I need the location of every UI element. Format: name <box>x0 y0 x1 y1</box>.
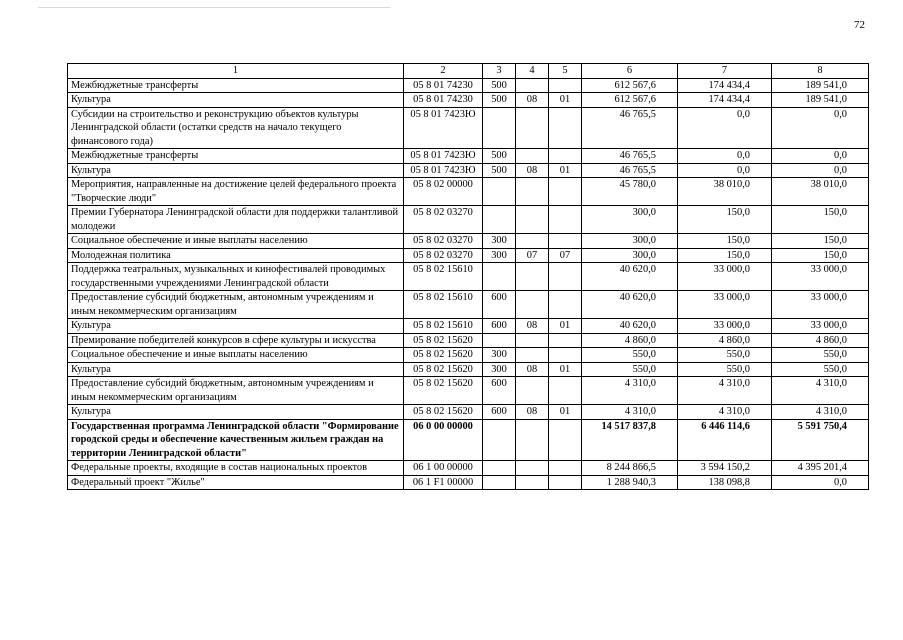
table-row <box>68 319 869 334</box>
row-subsection-cell <box>549 475 582 490</box>
row-amount-year2-cell: 550,0 <box>678 348 772 363</box>
page-number: 72 <box>854 19 865 31</box>
row-code-cell: 05 8 02 03270 <box>404 206 483 234</box>
row-amount-year3-cell: 4 310,0 <box>772 405 869 420</box>
row-name-cell: Государственная программа Ленинградской области "Формирование городской среды и обеспечение качественным жильем граждан на территории Ленинградской области" <box>68 419 404 461</box>
row-name-cell: Культура <box>68 93 404 108</box>
row-name-cell: Мероприятия, направленные на достижение целей федерального проекта "Творческие люди" <box>68 178 404 206</box>
header-cell: 2 <box>404 64 483 79</box>
row-vr-cell: 300 <box>483 348 516 363</box>
row-name-cell: Межбюджетные трансферты <box>68 149 404 164</box>
row-amount-year2-cell: 33 000,0 <box>678 263 772 291</box>
row-amount-year2-cell: 0,0 <box>678 149 772 164</box>
row-amount-year3-cell: 189 541,0 <box>772 78 869 93</box>
row-amount-year3-cell: 0,0 <box>772 149 869 164</box>
row-amount-year3-cell: 150,0 <box>772 248 869 263</box>
row-amount-year1-cell: 550,0 <box>582 362 678 377</box>
row-code-cell: 05 8 02 15610 <box>404 319 483 334</box>
table-row <box>68 348 869 363</box>
row-section-cell <box>516 234 549 249</box>
row-section-cell <box>516 178 549 206</box>
row-subsection-cell: 01 <box>549 405 582 420</box>
row-vr-cell: 300 <box>483 362 516 377</box>
row-amount-year1-cell: 14 517 837,8 <box>582 419 678 461</box>
table-row <box>68 419 869 461</box>
row-code-cell: 05 8 02 15620 <box>404 377 483 405</box>
row-subsection-cell <box>549 107 582 149</box>
row-amount-year1-cell: 1 288 940,3 <box>582 475 678 490</box>
row-amount-year2-cell: 150,0 <box>678 206 772 234</box>
row-vr-cell: 500 <box>483 149 516 164</box>
row-name-cell: Федеральные проекты, входящие в состав национальных проектов <box>68 461 404 476</box>
row-name-cell: Предоставление субсидий бюджетным, автономным учреждениям и иным некоммерческим организациям <box>68 291 404 319</box>
row-amount-year1-cell: 45 780,0 <box>582 178 678 206</box>
row-amount-year3-cell: 33 000,0 <box>772 291 869 319</box>
row-amount-year3-cell: 4 310,0 <box>772 377 869 405</box>
row-subsection-cell: 01 <box>549 362 582 377</box>
row-vr-cell <box>483 107 516 149</box>
table-row <box>68 362 869 377</box>
header-cell: 3 <box>483 64 516 79</box>
header-cell: 4 <box>516 64 549 79</box>
header-cell: 5 <box>549 64 582 79</box>
row-code-cell: 05 8 02 15620 <box>404 405 483 420</box>
row-amount-year1-cell: 300,0 <box>582 234 678 249</box>
row-amount-year3-cell: 150,0 <box>772 234 869 249</box>
row-code-cell: 06 1 00 00000 <box>404 461 483 476</box>
row-amount-year1-cell: 300,0 <box>582 206 678 234</box>
row-amount-year3-cell: 0,0 <box>772 475 869 490</box>
row-subsection-cell <box>549 263 582 291</box>
row-vr-cell: 600 <box>483 319 516 334</box>
row-vr-cell: 500 <box>483 163 516 178</box>
row-vr-cell: 500 <box>483 93 516 108</box>
row-amount-year2-cell: 150,0 <box>678 234 772 249</box>
row-vr-cell <box>483 206 516 234</box>
row-vr-cell <box>483 419 516 461</box>
table-row <box>68 475 869 490</box>
row-section-cell <box>516 78 549 93</box>
row-code-cell: 05 8 01 7423Ю <box>404 107 483 149</box>
table-row <box>68 263 869 291</box>
row-code-cell: 05 8 02 15620 <box>404 348 483 363</box>
row-section-cell <box>516 107 549 149</box>
row-amount-year3-cell: 33 000,0 <box>772 263 869 291</box>
row-section-cell: 08 <box>516 93 549 108</box>
row-vr-cell: 600 <box>483 291 516 319</box>
row-section-cell: 08 <box>516 163 549 178</box>
row-subsection-cell <box>549 234 582 249</box>
row-amount-year3-cell: 5 591 750,4 <box>772 419 869 461</box>
row-amount-year1-cell: 4 860,0 <box>582 333 678 348</box>
row-subsection-cell <box>549 149 582 164</box>
row-amount-year1-cell: 46 765,5 <box>582 163 678 178</box>
table-row <box>68 178 869 206</box>
top-rule <box>38 7 390 8</box>
row-amount-year2-cell: 174 434,4 <box>678 93 772 108</box>
row-subsection-cell <box>549 178 582 206</box>
row-amount-year2-cell: 0,0 <box>678 107 772 149</box>
row-name-cell: Межбюджетные трансферты <box>68 78 404 93</box>
row-vr-cell: 300 <box>483 234 516 249</box>
row-subsection-cell <box>549 333 582 348</box>
row-amount-year1-cell: 612 567,6 <box>582 93 678 108</box>
row-section-cell <box>516 475 549 490</box>
row-code-cell: 05 8 01 74230 <box>404 93 483 108</box>
row-vr-cell <box>483 475 516 490</box>
row-section-cell <box>516 206 549 234</box>
header-cell: 1 <box>68 64 404 79</box>
budget-table <box>67 63 869 490</box>
table-row <box>68 107 869 149</box>
row-code-cell: 06 1 F1 00000 <box>404 475 483 490</box>
table-row <box>68 291 869 319</box>
row-amount-year3-cell: 550,0 <box>772 362 869 377</box>
table-body <box>68 64 869 490</box>
table-row <box>68 461 869 476</box>
row-amount-year3-cell: 0,0 <box>772 163 869 178</box>
row-subsection-cell <box>549 461 582 476</box>
row-amount-year3-cell: 189 541,0 <box>772 93 869 108</box>
row-amount-year2-cell: 4 860,0 <box>678 333 772 348</box>
row-amount-year2-cell: 33 000,0 <box>678 319 772 334</box>
row-subsection-cell <box>549 206 582 234</box>
row-vr-cell <box>483 461 516 476</box>
row-amount-year1-cell: 612 567,6 <box>582 78 678 93</box>
table-row <box>68 149 869 164</box>
row-name-cell: Культура <box>68 163 404 178</box>
row-name-cell: Культура <box>68 405 404 420</box>
row-section-cell <box>516 333 549 348</box>
row-amount-year3-cell: 550,0 <box>772 348 869 363</box>
row-subsection-cell <box>549 348 582 363</box>
row-name-cell: Культура <box>68 362 404 377</box>
row-code-cell: 05 8 02 00000 <box>404 178 483 206</box>
table-row <box>68 234 869 249</box>
row-code-cell: 05 8 02 03270 <box>404 234 483 249</box>
row-name-cell: Культура <box>68 319 404 334</box>
table-row <box>68 377 869 405</box>
row-name-cell: Федеральный проект "Жилье" <box>68 475 404 490</box>
row-amount-year1-cell: 4 310,0 <box>582 405 678 420</box>
table-row <box>68 248 869 263</box>
row-amount-year2-cell: 174 434,4 <box>678 78 772 93</box>
row-subsection-cell: 01 <box>549 319 582 334</box>
row-code-cell: 05 8 01 7423Ю <box>404 149 483 164</box>
table-row <box>68 93 869 108</box>
row-amount-year2-cell: 150,0 <box>678 248 772 263</box>
row-section-cell <box>516 149 549 164</box>
row-code-cell: 06 0 00 00000 <box>404 419 483 461</box>
row-code-cell: 05 8 02 15620 <box>404 333 483 348</box>
row-amount-year2-cell: 4 310,0 <box>678 377 772 405</box>
row-subsection-cell: 01 <box>549 93 582 108</box>
row-section-cell <box>516 348 549 363</box>
row-amount-year3-cell: 0,0 <box>772 107 869 149</box>
row-section-cell <box>516 419 549 461</box>
row-amount-year2-cell: 33 000,0 <box>678 291 772 319</box>
row-amount-year2-cell: 3 594 150,2 <box>678 461 772 476</box>
table-row <box>68 405 869 420</box>
row-subsection-cell: 01 <box>549 163 582 178</box>
row-section-cell <box>516 461 549 476</box>
row-code-cell: 05 8 02 15610 <box>404 291 483 319</box>
row-code-cell: 05 8 01 74230 <box>404 78 483 93</box>
row-section-cell: 07 <box>516 248 549 263</box>
header-cell: 7 <box>678 64 772 79</box>
row-amount-year2-cell: 0,0 <box>678 163 772 178</box>
row-section-cell: 08 <box>516 405 549 420</box>
row-amount-year3-cell: 4 860,0 <box>772 333 869 348</box>
row-amount-year2-cell: 6 446 114,6 <box>678 419 772 461</box>
header-cell: 8 <box>772 64 869 79</box>
row-code-cell: 05 8 01 7423Ю <box>404 163 483 178</box>
row-amount-year1-cell: 46 765,5 <box>582 149 678 164</box>
table-row <box>68 206 869 234</box>
row-amount-year3-cell: 4 395 201,4 <box>772 461 869 476</box>
row-amount-year1-cell: 300,0 <box>582 248 678 263</box>
row-vr-cell: 500 <box>483 78 516 93</box>
row-vr-cell: 300 <box>483 248 516 263</box>
row-name-cell: Молодежная политика <box>68 248 404 263</box>
table-row <box>68 163 869 178</box>
row-subsection-cell <box>549 419 582 461</box>
row-subsection-cell <box>549 78 582 93</box>
row-section-cell: 08 <box>516 319 549 334</box>
row-amount-year1-cell: 40 620,0 <box>582 319 678 334</box>
row-code-cell: 05 8 02 15620 <box>404 362 483 377</box>
row-code-cell: 05 8 02 15610 <box>404 263 483 291</box>
row-section-cell <box>516 263 549 291</box>
header-cell: 6 <box>582 64 678 79</box>
row-amount-year3-cell: 38 010,0 <box>772 178 869 206</box>
row-section-cell: 08 <box>516 362 549 377</box>
row-vr-cell: 600 <box>483 377 516 405</box>
row-vr-cell: 600 <box>483 405 516 420</box>
row-vr-cell <box>483 178 516 206</box>
row-amount-year1-cell: 550,0 <box>582 348 678 363</box>
row-vr-cell <box>483 263 516 291</box>
row-subsection-cell <box>549 291 582 319</box>
header-row <box>68 64 869 79</box>
row-section-cell <box>516 377 549 405</box>
row-section-cell <box>516 291 549 319</box>
row-amount-year2-cell: 38 010,0 <box>678 178 772 206</box>
row-amount-year3-cell: 150,0 <box>772 206 869 234</box>
row-name-cell: Предоставление субсидий бюджетным, автономным учреждениям и иным некоммерческим организациям <box>68 377 404 405</box>
row-name-cell: Премии Губернатора Ленинградской области для поддержки талантливой молодежи <box>68 206 404 234</box>
row-amount-year1-cell: 40 620,0 <box>582 263 678 291</box>
row-vr-cell <box>483 333 516 348</box>
table-row <box>68 333 869 348</box>
row-name-cell: Поддержка театральных, музыкальных и кинофестивалей проводимых государственными учреждениями Ленинградской области <box>68 263 404 291</box>
row-name-cell: Социальное обеспечение и иные выплаты населению <box>68 348 404 363</box>
row-amount-year1-cell: 46 765,5 <box>582 107 678 149</box>
row-amount-year1-cell: 40 620,0 <box>582 291 678 319</box>
row-amount-year2-cell: 4 310,0 <box>678 405 772 420</box>
row-subsection-cell <box>549 377 582 405</box>
row-amount-year2-cell: 138 098,8 <box>678 475 772 490</box>
row-name-cell: Социальное обеспечение и иные выплаты населению <box>68 234 404 249</box>
table-row <box>68 78 869 93</box>
row-amount-year1-cell: 4 310,0 <box>582 377 678 405</box>
row-amount-year1-cell: 8 244 866,5 <box>582 461 678 476</box>
row-code-cell: 05 8 02 03270 <box>404 248 483 263</box>
row-name-cell: Субсидии на строительство и реконструкцию объектов культуры Ленинградской области (остатки средств на начало текущего финансового года) <box>68 107 404 149</box>
row-amount-year3-cell: 33 000,0 <box>772 319 869 334</box>
row-amount-year2-cell: 550,0 <box>678 362 772 377</box>
row-name-cell: Премирование победителей конкурсов в сфере культуры и искусства <box>68 333 404 348</box>
row-subsection-cell: 07 <box>549 248 582 263</box>
